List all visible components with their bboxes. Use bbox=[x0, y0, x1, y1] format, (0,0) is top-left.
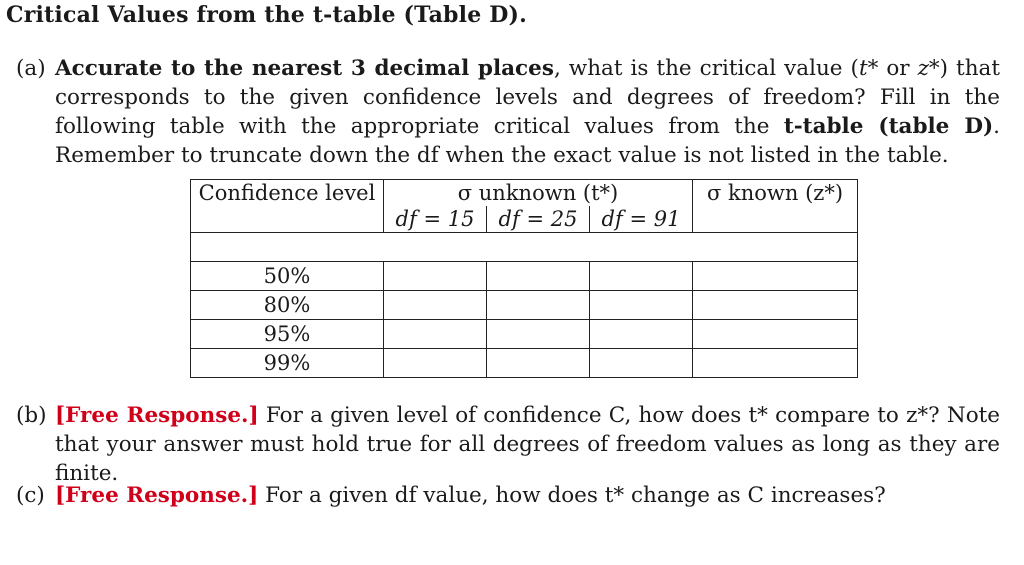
free-response-tag: [Free Response.] bbox=[55, 483, 259, 508]
answer-cell-95-df15[interactable] bbox=[384, 320, 487, 349]
z-star-symbol: z* bbox=[917, 56, 940, 81]
answer-cell-99-z[interactable] bbox=[693, 349, 858, 378]
header-confidence-level bbox=[191, 180, 384, 233]
answer-cell-50-df15[interactable] bbox=[384, 262, 487, 291]
answer-cell-50-df91[interactable] bbox=[590, 262, 693, 291]
table-reference: t-table (table D) bbox=[783, 114, 994, 139]
question-c-label: (c) bbox=[16, 483, 45, 508]
confidence-cell: 50% bbox=[191, 262, 384, 291]
question-a-text-3: . Remember to truncate down the df when the exact value is not listed in the table. bbox=[55, 114, 1000, 168]
table-row bbox=[191, 349, 858, 378]
header-sigma-unknown-label: σ unknown (t*) bbox=[457, 181, 619, 205]
answer-cell-80-df91[interactable] bbox=[590, 291, 693, 320]
df-25-label: df = 25 bbox=[486, 206, 589, 232]
header-sigma-known-label: σ known (z*) bbox=[706, 181, 844, 205]
question-c bbox=[16, 481, 1000, 510]
answer-cell-80-z[interactable] bbox=[693, 291, 858, 320]
answer-cell-99-df25[interactable] bbox=[487, 349, 590, 378]
df-91-label: df = 91 bbox=[589, 206, 692, 232]
accuracy-instruction: Accurate to the nearest 3 decimal places bbox=[55, 56, 554, 81]
question-c-body: For a given df value, how does t* change as C increases? bbox=[258, 483, 886, 508]
gap-cell bbox=[191, 233, 858, 262]
answer-cell-80-df15[interactable] bbox=[384, 291, 487, 320]
question-c-text bbox=[55, 481, 1000, 510]
confidence-cell: 80% bbox=[191, 291, 384, 320]
question-a bbox=[16, 54, 1000, 170]
answer-cell-95-df91[interactable] bbox=[590, 320, 693, 349]
answer-cell-50-z[interactable] bbox=[693, 262, 858, 291]
df-15-label: df = 15 bbox=[395, 207, 475, 231]
table-row bbox=[191, 320, 858, 349]
header-sigma-known bbox=[693, 180, 858, 233]
page-title: Critical Values from the t-table (Table D). bbox=[6, 2, 528, 28]
confidence-cell: 99% bbox=[191, 349, 384, 378]
df-subheader bbox=[384, 206, 692, 232]
question-a-label: (a) bbox=[16, 56, 46, 81]
question-a-text bbox=[55, 54, 1000, 170]
question-a-text-2: ) that corresponds to the given confidence levels and degrees of freedom? Fill in the following table with the appropriate critical values from the bbox=[55, 56, 1001, 139]
answer-cell-95-z[interactable] bbox=[693, 320, 858, 349]
question-b-label: (b) bbox=[16, 403, 47, 428]
answer-cell-99-df15[interactable] bbox=[384, 349, 487, 378]
free-response-tag: [Free Response.] bbox=[55, 403, 259, 428]
header-sigma-unknown bbox=[384, 180, 693, 233]
answer-cell-95-df25[interactable] bbox=[487, 320, 590, 349]
answer-cell-50-df25[interactable] bbox=[487, 262, 590, 291]
header-confidence-label: Confidence level bbox=[198, 181, 376, 205]
confidence-cell: 95% bbox=[191, 320, 384, 349]
critical-values-table bbox=[190, 179, 858, 378]
answer-cell-99-df91[interactable] bbox=[590, 349, 693, 378]
question-b-text bbox=[55, 401, 1000, 488]
question-a-text-1: , what is the critical value ( bbox=[553, 56, 859, 81]
table-row bbox=[191, 262, 858, 291]
question-b bbox=[16, 401, 1000, 488]
table-header-row bbox=[191, 180, 858, 233]
table-gap bbox=[191, 233, 858, 262]
question-b-body: For a given level of confidence C, how does t* compare to z*? Note that your answer must hold true for all degrees of freedom values as long as they are finite. bbox=[55, 403, 1001, 486]
table-row bbox=[191, 291, 858, 320]
or-text: or bbox=[878, 56, 918, 81]
answer-cell-80-df25[interactable] bbox=[487, 291, 590, 320]
t-star-symbol: t* bbox=[858, 56, 879, 81]
